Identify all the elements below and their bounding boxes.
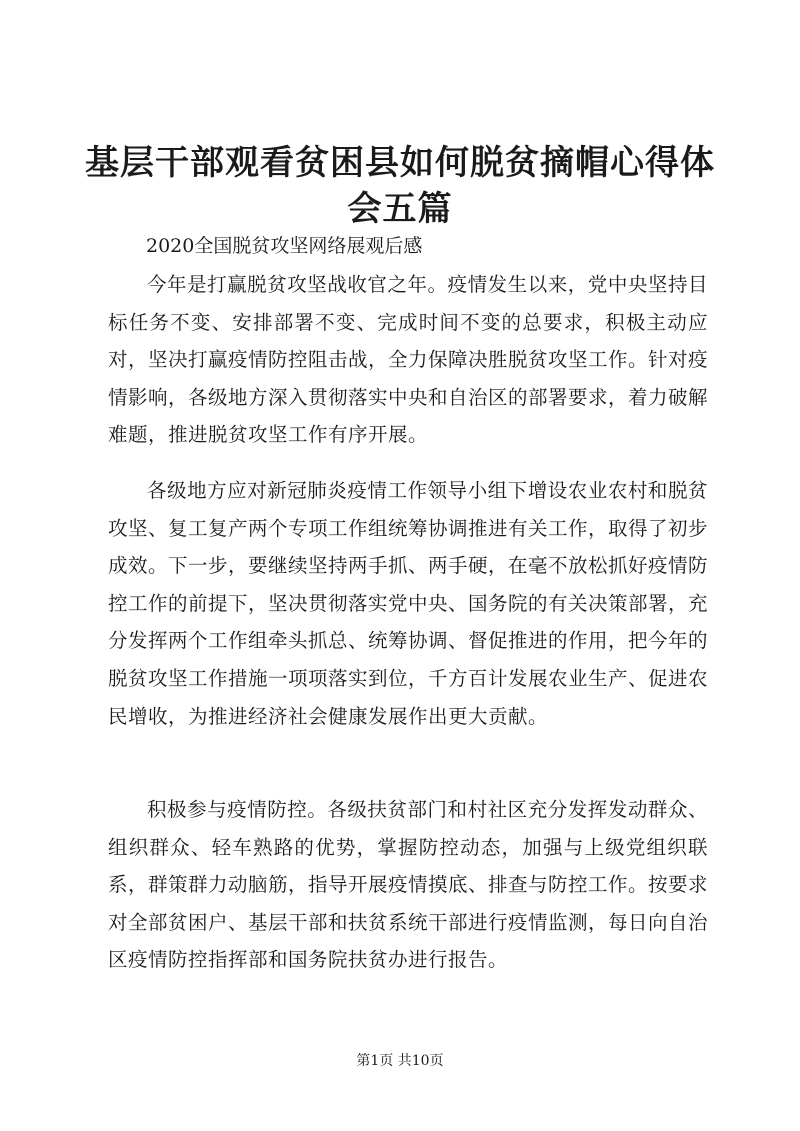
document-subtitle: 2020全国脱贫攻坚网络展观后感 <box>146 235 423 257</box>
body-paragraph-2: 各级地方应对新冠肺炎疫情工作领导小组下增设农业农村和脱贫攻坚、复工复产两个专项工作组统筹协调推进有关工作，取得了初步成效。下一步，要继续坚持两手抓、两手硬，在毫不放松抓好疫情防控工作的前提下，坚决贯彻落实党中央、国务院的有关决策部署，充分发挥两个工作组牵头抓总、统筹协调、督促推进的作用，把今年的脱贫攻坚工作措施一项项落实到位，千方百计发展农业生产、促进农民增收，为推进经济社会健康发展作出更大贡献。 <box>108 479 709 728</box>
body-paragraph-1: 今年是打赢脱贫攻坚战收官之年。疫情发生以来，党中央坚持目标任务不变、安排部署不变、完成时间不变的总要求，积极主动应对，坚决打赢疫情防控阻击战，全力保障决胜脱贫攻坚工作。针对疫情影响，各级地方深入贯彻落实中央和自治区的部署要求，着力破解难题，推进脱贫攻坚工作有序开展。 <box>108 273 709 447</box>
document-title: 基层干部观看贫困县如何脱贫摘帽心得体会五篇 <box>85 143 715 229</box>
page-footer: 第1页 共10页 <box>356 1053 444 1069</box>
body-paragraph-3: 积极参与疫情防控。各级扶贫部门和村社区充分发挥发动群众、组织群众、轻车熟路的优势，掌握防控动态，加强与上级党组织联系，群策群力动脑筋，指导开展疫情摸底、排查与防控工作。按要求对全部贫困户、基层干部和扶贫系统干部进行疫情监测，每日向自治区疫情防控指挥部和国务院扶贫办进行报告。 <box>108 798 709 972</box>
